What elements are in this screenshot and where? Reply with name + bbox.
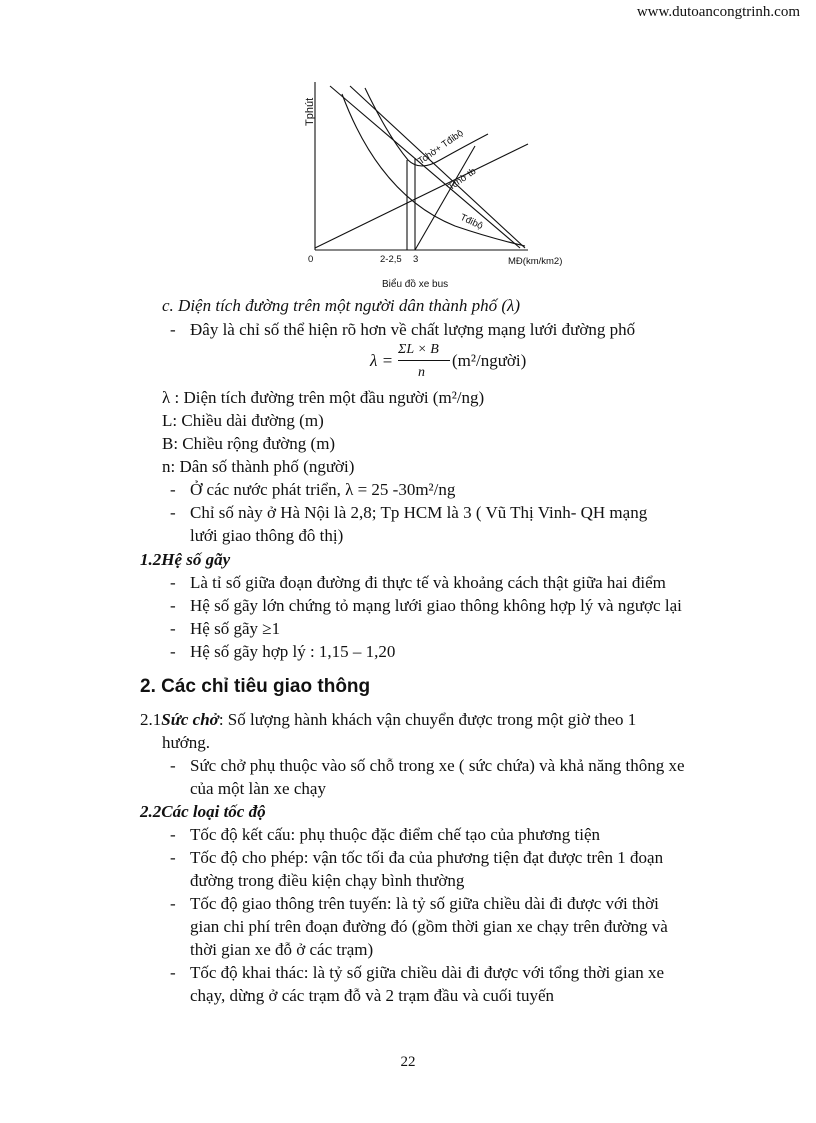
bus-chart-figure: [270, 76, 600, 302]
p21-line2: hướng.: [162, 733, 210, 752]
section-22-title: 2.2Các loại tốc độ: [140, 802, 266, 821]
bullet-dash: -: [170, 596, 176, 615]
bullet-dash: -: [170, 963, 176, 982]
p21-term: Sức chở: [161, 710, 219, 729]
bullet-dash: -: [170, 642, 176, 661]
def-n: n: Dân số thành phố (người): [162, 457, 355, 476]
formula-lhs: λ =: [370, 351, 394, 370]
def-lambda: λ : Diện tích đường trên một đầu người (m²/ng): [162, 388, 485, 407]
section-c-title: c. Diện tích đường trên một người dân thành phố (λ): [162, 296, 521, 315]
section-12-bullet: Hệ số gãy lớn chứng tỏ mạng lưới giao thông không hợp lý và ngược lại: [190, 596, 682, 615]
section-c-bullet: Đây là chỉ số thể hiện rõ hơn về chất lượng mạng lưới đường phố: [190, 320, 636, 339]
def-L: L: Chiều dài đường (m): [162, 411, 324, 430]
fraction-bar: [398, 360, 450, 361]
bullet-dash: -: [170, 573, 176, 592]
curve-label: Tđibộ: [458, 212, 485, 233]
figure-caption: Biểu đồ xe bus: [382, 279, 449, 290]
line-diag-2: [350, 86, 525, 248]
formula-unit: (m²/người): [452, 351, 527, 370]
def-B: B: Chiều rộng đường (m): [162, 434, 336, 453]
p21-line1: [140, 709, 636, 730]
x-axis-label: MĐ(km/km2): [508, 256, 563, 267]
speed-item-cont: đường trong điều kiện chạy bình thường: [190, 871, 465, 890]
speed-item: Tốc độ khai thác: là tỷ số giữa chiều dài đi được với tổng thời gian xe: [190, 963, 665, 982]
curve-label: Tchờ+ Tđibộ: [416, 127, 466, 168]
bullet-dash: -: [170, 619, 176, 638]
section-12-bullet: Hệ số gãy ≥1: [190, 619, 281, 638]
p21-num: 2.1: [140, 710, 162, 729]
y-axis-label: Tphút: [304, 97, 316, 126]
bullet-dash: -: [170, 320, 176, 339]
section-c-bullet: Chỉ số này ở Hà Nội là 2,8; Tp HCM là 3 ( Vũ Thị Vinh- QH mạng: [190, 503, 648, 522]
formula-numerator: ΣL × B: [398, 342, 439, 357]
page-number: 22: [400, 1054, 416, 1070]
curve-label: Tchờ tb: [446, 165, 479, 194]
speed-item-cont: gian chi phí trên đoạn đường đó (gồm thời gian xe chạy trên đường và: [190, 917, 668, 936]
bullet-dash: -: [170, 894, 176, 913]
bullet-dash: -: [170, 756, 176, 775]
p21-bullet: Sức chở phụ thuộc vào số chỗ trong xe ( sức chứa) và khả năng thông xe: [190, 756, 685, 775]
bullet-dash: -: [170, 480, 176, 499]
origin-label: 0: [308, 254, 314, 265]
speed-item: Tốc độ giao thông trên tuyến: là tỷ số giữa chiều dài đi được với thời: [190, 894, 659, 913]
section-2-heading: 2. Các chỉ tiêu giao thông: [140, 676, 371, 697]
section-12-bullet: Hệ số gãy hợp lý : 1,15 – 1,20: [190, 642, 396, 661]
section-c-bullet-cont: lưới giao thông đô thị): [190, 526, 344, 545]
p21-bullet-cont: của một làn xe chạy: [190, 779, 326, 798]
p21-text: : Số lượng hành khách vận chuyển được trong một giờ theo 1: [218, 710, 637, 729]
bullet-dash: -: [170, 825, 176, 844]
section-c-bullet: Ở các nước phát triển, λ = 25 -30m²/ng: [190, 480, 456, 499]
section-12-title: 1.2Hệ số gãy: [140, 550, 231, 569]
speed-item-cont: thời gian xe đỗ ở các trạm): [190, 940, 374, 959]
bullet-dash: -: [170, 848, 176, 867]
header-site[interactable]: www.dutoancongtrinh.com: [636, 4, 800, 20]
x-tick-label: 3: [413, 254, 419, 265]
speed-item-cont: chạy, dừng ở các trạm đỗ và 2 trạm đầu và cuối tuyến: [190, 986, 555, 1005]
bullet-dash: -: [170, 503, 176, 522]
x-tick-label: 2-2,5: [380, 254, 402, 265]
line-diag-1: [330, 86, 520, 248]
bus-chart-svg: [270, 76, 600, 302]
speed-item: Tốc độ cho phép: vận tốc tối đa của phương tiện đạt được trên 1 đoạn: [190, 848, 664, 867]
speed-item: Tốc độ kết cấu: phụ thuộc đặc điểm chế tạo của phương tiện: [190, 825, 601, 844]
formula-denominator: n: [418, 365, 425, 380]
section-12-bullet: Là tỉ số giữa đoạn đường đi thực tế và khoảng cách thật giữa hai điểm: [190, 573, 666, 592]
